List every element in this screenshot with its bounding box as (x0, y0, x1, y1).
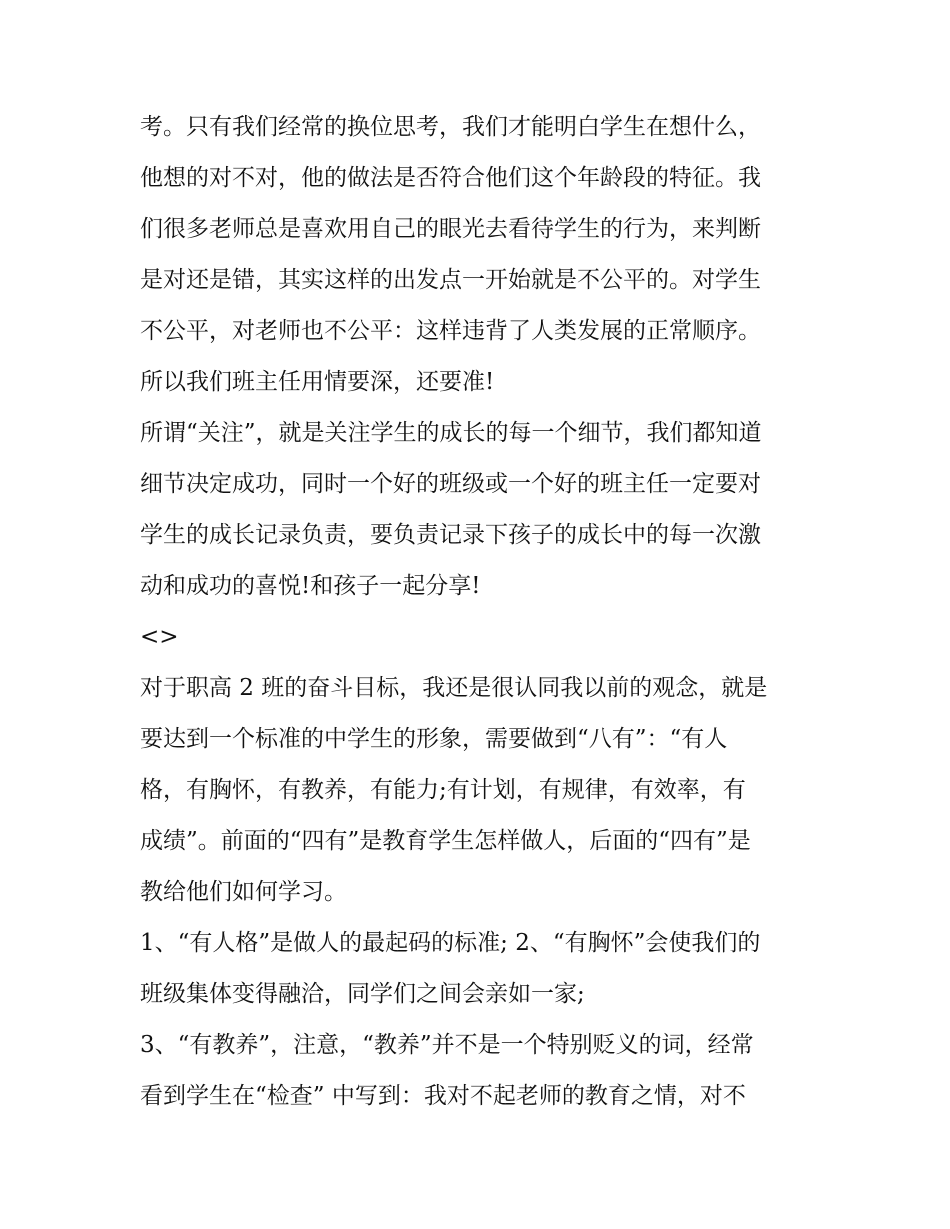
text-line: 学生的成长记录负责，要负责记录下孩子的成长中的每一次激 (140, 522, 761, 548)
text-line: 班级集体变得融洽，同学们之间会亲如一家; (140, 981, 585, 1007)
text-line: 不公平，对老师也不公平：这样违背了人类发展的正常顺序。 (140, 318, 761, 344)
text-line: 细节决定成功，同时一个好的班级或一个好的班主任一定要对 (140, 471, 761, 497)
document-body (140, 102, 820, 1122)
text-line: 动和成功的喜悦!和孩子一起分享! (140, 573, 481, 599)
text-line: 成绩”。前面的“四有”是教育学生怎样做人，后面的“四有”是 (140, 828, 751, 854)
text-line: 1、“有人格”是做人的最起码的标准; 2、“有胸怀”会使我们的 (140, 930, 761, 956)
text-line: 是对还是错，其实这样的出发点一开始就是不公平的。对学生 (140, 267, 761, 293)
text-line: <> (140, 624, 179, 650)
text-line: 们很多老师总是喜欢用自己的眼光去看待学生的行为，来判断 (140, 216, 761, 242)
text-line: 看到学生在“检查” 中写到：我对不起老师的教育之情，对不 (140, 1083, 746, 1109)
text-line: 他想的对不对，他的做法是否符合他们这个年龄段的特征。我 (140, 165, 761, 191)
text-line: 要达到一个标准的中学生的形象，需要做到“八有”：“有人 (140, 726, 728, 752)
text-line: 考。只有我们经常的换位思考，我们才能明白学生在想什么， (140, 114, 761, 140)
text-line: 3、“有教养”，注意，“教养”并不是一个特别贬义的词，经常 (140, 1032, 754, 1058)
text-line: 对于职高 2 班的奋斗目标，我还是很认同我以前的观念，就是 (140, 675, 768, 701)
text-line: 格，有胸怀，有教养，有能力;有计划，有规律，有效率，有 (140, 777, 746, 803)
text-line: 所以我们班主任用情要深，还要准! (140, 369, 495, 395)
text-line: 教给他们如何学习。 (140, 879, 347, 905)
text-line: 所谓“关注”，就是关注学生的成长的每一个细节，我们都知道 (140, 420, 762, 446)
